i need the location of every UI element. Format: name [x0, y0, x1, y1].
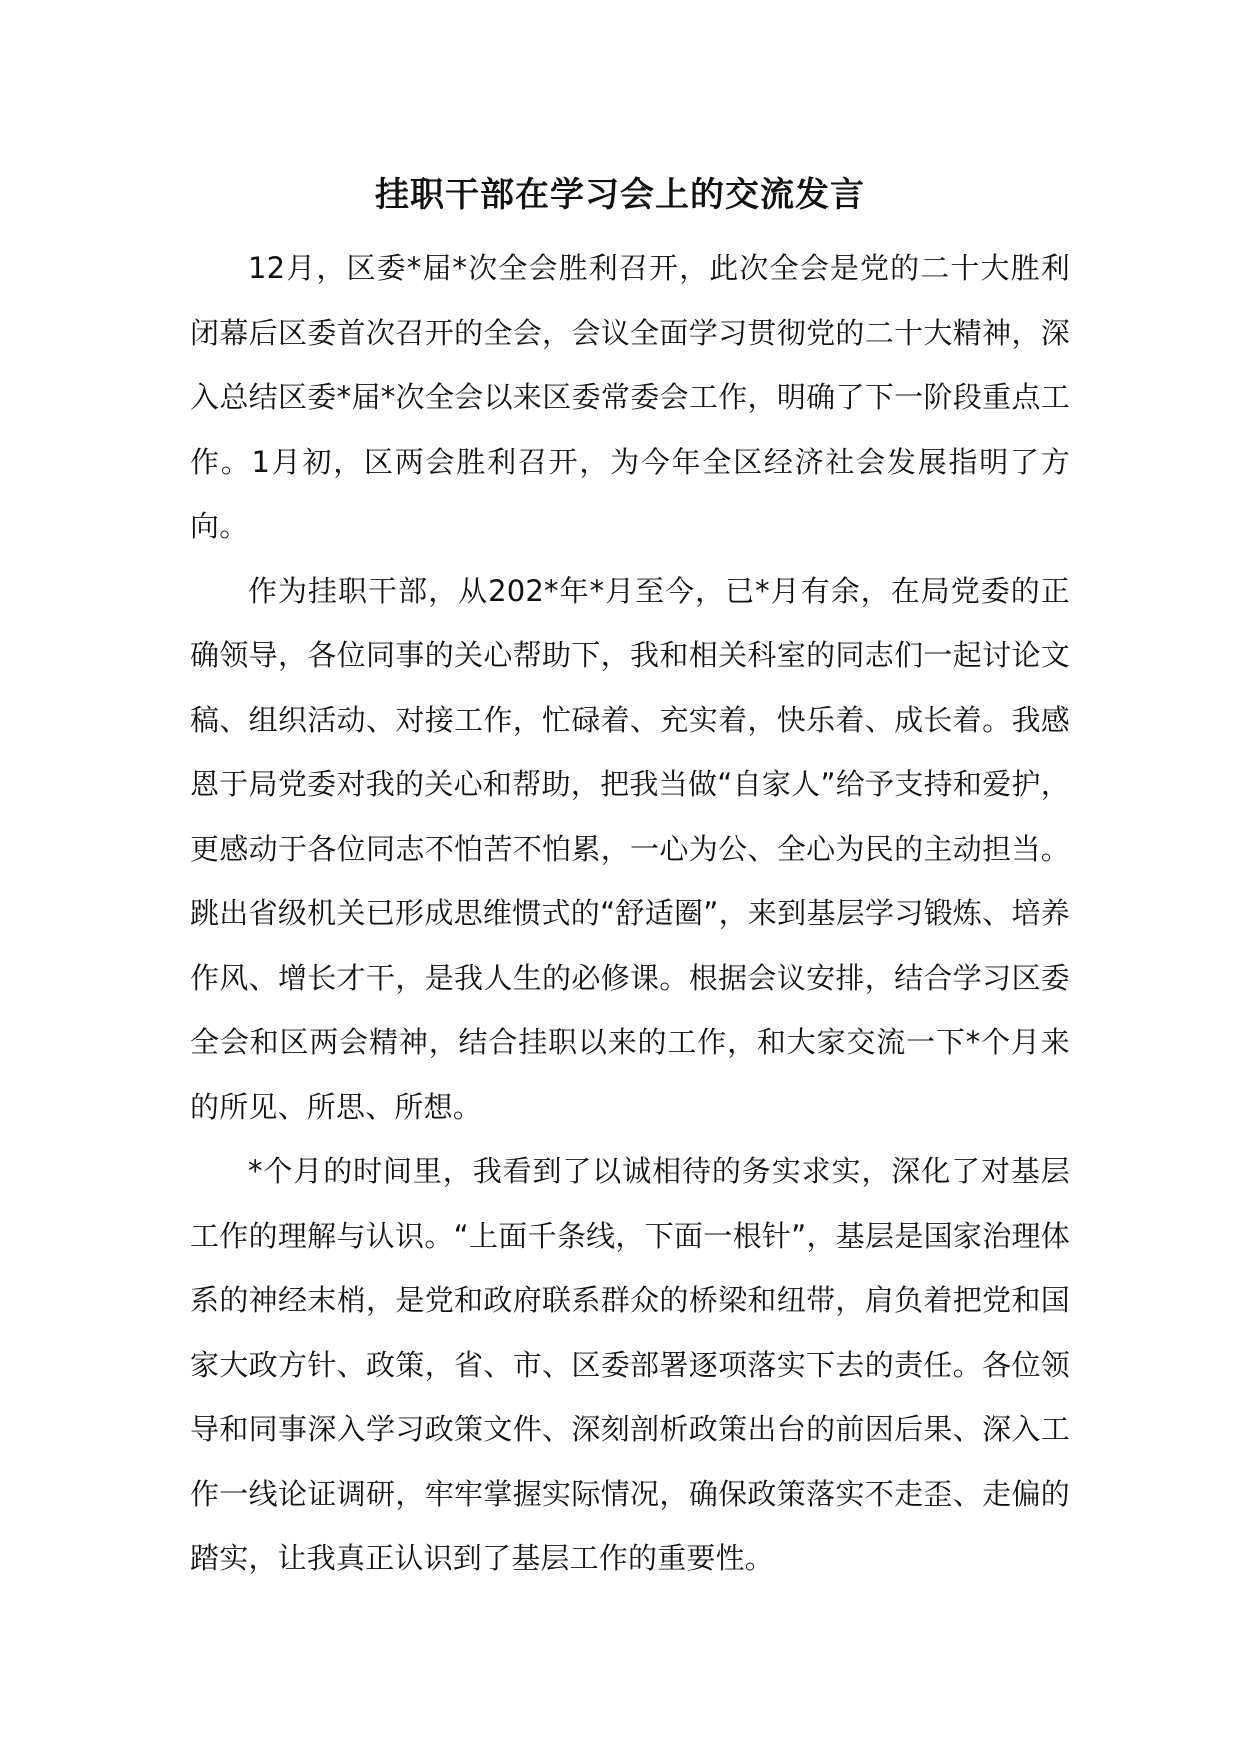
paragraph-1: 12月，区委*届*次全会胜利召开，此次全会是党的二十大胜利闭幕后区委首次召开的全会，会议全面学习贯彻党的二十大精神，深入总结区委*届*次全会以来区委常委会工作，明确了下一阶段重点工作。1月初，区两会胜利召开，为今年全区经济社会发展指明了方向。	[190, 251, 1070, 543]
paragraph-3: *个月的时间里，我看到了以诚相待的务实求实，深化了对基层工作的理解与认识。“上面千条线，下面一根针”，基层是国家治理体系的神经末梢，是党和政府联系群众的桥梁和纽带，肩负着把党和国家大政方针、政策，省、市、区委部署逐项落实下去的责任。各位领导和同事深入学习政策文件、深刻剖析政策出台的前因后果、深入工作一线论证调研，牢牢掌握实际情况，确保政策落实不走歪、走偏的踏实，让我真正认识到了基层工作的重要性。	[190, 1154, 1070, 1575]
paragraph-2: 作为挂职干部，从202*年*月至今，已*月有余，在局党委的正确领导，各位同事的关心帮助下，我和相关科室的同志们一起讨论文稿、组织活动、对接工作，忙碌着、充实着，快乐着、成长着。我感恩于局党委对我的关心和帮助，把我当做“自家人”给予支持和爱护，更感动于各位同志不怕苦不怕累，一心为公、全心为民的主动担当。跳出省级机关已形成思维惯式的“舒适圈”，来到基层学习锻炼、培养作风、增长才干，是我人生的必修课。根据会议安排，结合学习区委全会和区两会精神，结合挂职以来的工作，和大家交流一下*个月来的所见、所思、所想。	[190, 573, 1070, 1124]
document-title: 挂职干部在学习会上的交流发言	[375, 175, 865, 215]
document-body	[190, 236, 1070, 1591]
